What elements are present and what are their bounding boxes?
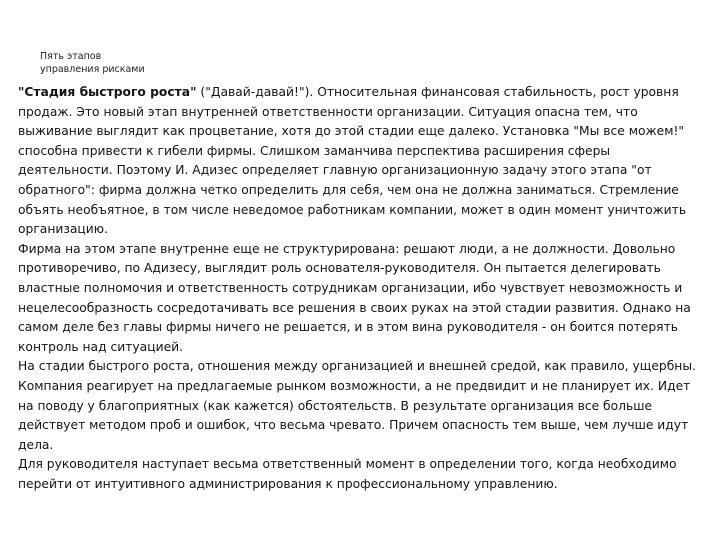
header-line-2: управления рисками (40, 64, 145, 75)
paragraph-1 (18, 83, 708, 240)
paragraph-2: Фирма на этом этапе внутренне еще не структурирована: решают люди, а не должности. Довольно противоречиво, по Адизесу, выглядит роль основателя-руководителя. Он пытается делегировать властные полномочия и ответственность сотрудникам организации, ибо чувствует невозможность и нецелесообразность сосредотачивать все решения в своих руках на этой стадии развития. Однако на самом деле без главы фирмы ничего не решается, и в этом вина руководителя - он боится потерять контроль над ситуацией. (18, 241, 691, 354)
slide-header (40, 50, 145, 76)
header-line-1: Пять этапов (40, 51, 102, 62)
paragraph-1-text: ("Давай-давай!"). Относительная финансовая стабильность, рост уровня продаж. Это новый этап внутренней ответственности организации. Ситуация опасна тем, что выживание выглядит как процветание, хотя до этой стадии еще далеко. Установка "Мы все можем!" способна привести к гибели фирмы. Слишком заманчива перспектива расширения сферы деятельности. Поэтому И. Адизес определяет главную организационную задачу этого этапа "от обратного": фирма должна четко определить для себя, чем она не должна заниматься. Стремление объять необъятное, в том числе неведомое работникам компании, может в один момент уничтожить организацию. (18, 85, 687, 237)
paragraph-3: На стадии быстрого роста, отношения между организацией и внешней средой, как правило, ущербны. Компания реагирует на предлагаемые рынком возможности, а не предвидит и не планирует их. Идет на поводу у благоприятных (как кажется) обстоятельств. В результате организация все больше действует методом проб и ошибок, что весьма чревато. Причем опасность тем выше, чем лучше идут дела. (18, 359, 696, 452)
paragraph-4: Для руководителя наступает весьма ответственный момент в определении того, когда необходимо перейти от интуитивного администрирования к профессиональному управлению. (18, 457, 677, 491)
body-text (18, 83, 708, 494)
stage-title: "Стадия быстрого роста" (18, 85, 197, 99)
